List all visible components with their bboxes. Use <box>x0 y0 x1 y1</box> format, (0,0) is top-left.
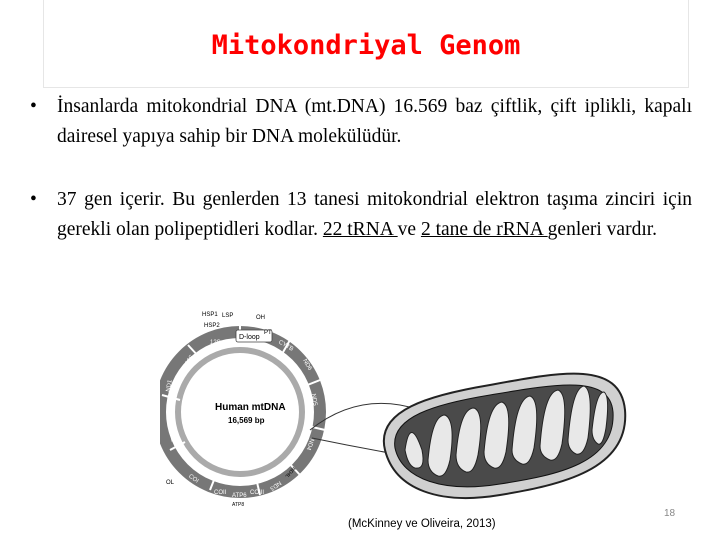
slide-title: Mitokondriyal Genom <box>211 30 521 61</box>
label-co3: COIII <box>250 490 265 496</box>
bullet-text <box>57 185 692 245</box>
bullet-list <box>30 92 692 245</box>
mtdna-illustration <box>160 300 680 525</box>
label-ol: OL <box>166 480 175 486</box>
label-atp6: ATP6 <box>232 493 247 499</box>
label-lsp: LSP <box>222 313 234 319</box>
label-nd1: ND1 <box>165 379 174 393</box>
mtdna-circle-map <box>160 312 325 508</box>
label-pt: PT <box>264 330 272 336</box>
bullet-item <box>30 185 692 245</box>
bullet-marker: • <box>30 189 37 210</box>
label-nd3: ND3 <box>268 479 282 492</box>
label-co2: COII <box>214 490 227 496</box>
map-title: Human mtDNA <box>215 402 286 413</box>
label-16s: 16S <box>184 354 196 367</box>
label-hsp2: HSP2 <box>204 323 220 329</box>
label-co1: COI <box>187 473 200 485</box>
underlined-trna: 22 tRNA <box>322 219 398 240</box>
label-nd5: ND5 <box>309 393 318 407</box>
bullet-text: İnsanlarda mitokondrial DNA (mt.DNA) 16.569 baz çiftlik, çift iplikli, kapalı dairesel yapıya sahip bir DNA molekülüdür. <box>57 96 692 147</box>
label-12s: 12S <box>210 340 221 346</box>
label-dloop: D-loop <box>239 334 260 341</box>
mitochondrion-illustration <box>384 374 625 498</box>
figure-caption: (McKinney ve Oliveira, 2013) <box>348 518 496 530</box>
label-nd4l: ND4L <box>283 465 297 479</box>
mtdna-figure <box>160 300 680 525</box>
label-oh: OH <box>256 315 265 321</box>
label-nd6: ND6 <box>301 358 313 372</box>
page-number: 18 <box>664 508 676 519</box>
title-box <box>43 0 689 88</box>
label-nd4: ND4 <box>304 437 315 451</box>
label-atp8: ATP8 <box>232 502 245 508</box>
bullet-text-part: ve <box>397 219 421 240</box>
bullet-marker: • <box>30 96 37 117</box>
bullet-text-part: genleri vardır. <box>547 219 658 240</box>
underlined-rrna: 2 tane de rRNA <box>420 219 548 240</box>
label-nd2: ND2 <box>167 429 176 443</box>
label-hsp1: HSP1 <box>202 312 218 318</box>
bullet-item <box>30 92 692 152</box>
bullet-text-part: 37 gen içerir. Bu genlerden 13 tanesi mitokondrial elektron taşıma zinciri için gerekli olan polipeptidleri kodlar. <box>57 189 692 240</box>
label-cytb: CYTB <box>277 339 295 353</box>
map-subtitle: 16,569 bp <box>228 416 265 425</box>
